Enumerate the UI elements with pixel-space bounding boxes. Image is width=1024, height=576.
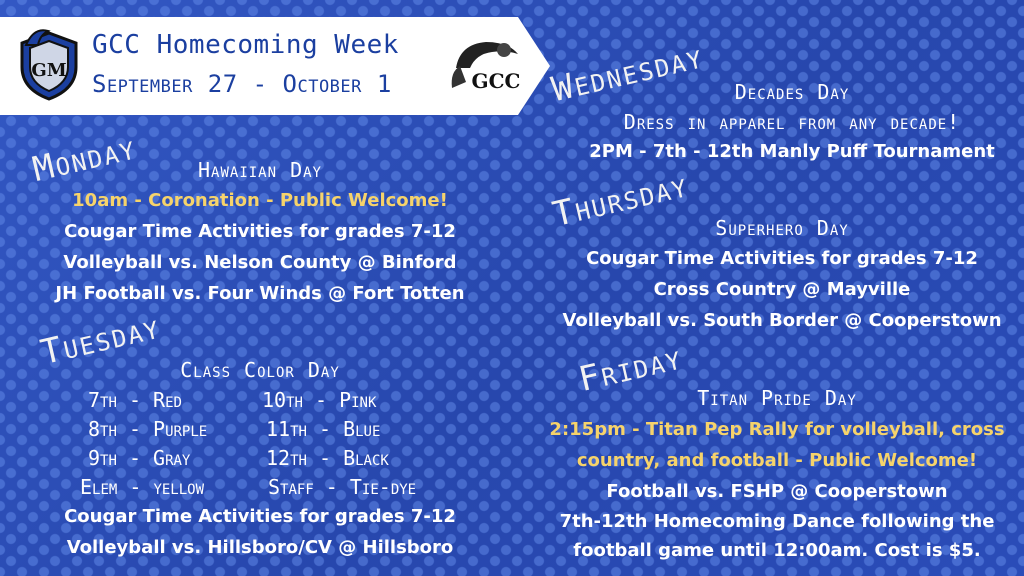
svg-text:GCC: GCC <box>471 69 521 93</box>
day-heading-monday: Monday <box>29 127 141 190</box>
grade-color-elem: Elem - yellow <box>80 475 205 499</box>
monday-line-1: 10am - Coronation - Public Welcome! <box>72 190 448 211</box>
thursday-line-1: Cougar Time Activities for grades 7-12 <box>586 248 978 269</box>
grade-color-10th: 10th - Pink <box>262 388 377 412</box>
friday-line-4: 7th-12th Homecoming Dance following the <box>559 511 995 532</box>
grade-color-staff: Staff - Tie-dye <box>268 475 417 499</box>
cougar-logo-icon <box>446 38 532 96</box>
friday-line-1: 2:15pm - Titan Pep Rally for volleyball, cross <box>549 419 1005 440</box>
titans-logo-icon <box>18 27 80 103</box>
day-heading-tuesday: Tuesday <box>37 306 165 373</box>
thursday-line-3: Volleyball vs. South Border @ Cooperstown <box>562 310 1002 331</box>
day-heading-wednesday: Wednesday <box>548 36 708 111</box>
friday-line-2: country, and football - Public Welcome! <box>576 450 978 471</box>
date-range: September 27 - October 1 <box>92 70 392 98</box>
friday-theme: Titan Pride Day <box>697 386 857 410</box>
grade-color-8th: 8th - Purple <box>88 417 208 441</box>
tuesday-theme: Class Color Day <box>180 358 340 382</box>
page-title: GCC Homecoming Week <box>92 30 399 60</box>
thursday-theme: Superhero Day <box>715 216 849 240</box>
friday-line-5: football game until 12:00am. Cost is $5. <box>573 540 981 561</box>
tuesday-line-2: Volleyball vs. Hillsboro/CV @ Hillsboro <box>66 537 454 558</box>
grade-color-7th: 7th - Red <box>88 388 182 412</box>
monday-line-4: JH Football vs. Four Winds @ Fort Totten <box>55 283 465 304</box>
tuesday-line-1: Cougar Time Activities for grades 7-12 <box>64 506 456 527</box>
grade-color-11th: 11th - Blue <box>266 417 381 441</box>
monday-line-2: Cougar Time Activities for grades 7-12 <box>64 221 456 242</box>
wednesday-theme: Decades Day <box>734 80 850 104</box>
grade-color-9th: 9th - Gray <box>88 446 191 470</box>
monday-line-3: Volleyball vs. Nelson County @ Binford <box>63 252 457 273</box>
friday-line-3: Football vs. FSHP @ Cooperstown <box>606 481 948 502</box>
day-heading-friday: Friday <box>575 337 687 400</box>
grade-color-12th: 12th - Black <box>266 446 389 470</box>
thursday-line-2: Cross Country @ Mayville <box>653 279 911 300</box>
wednesday-subtheme: Dress in apparel from any decade! <box>623 110 961 134</box>
svg-text:GM: GM <box>31 60 67 81</box>
monday-theme: Hawaiian Day <box>198 158 322 182</box>
wednesday-line-1: 2PM - 7th - 12th Manly Puff Tournament <box>589 141 995 162</box>
day-heading-thursday: Thursday <box>549 165 693 235</box>
